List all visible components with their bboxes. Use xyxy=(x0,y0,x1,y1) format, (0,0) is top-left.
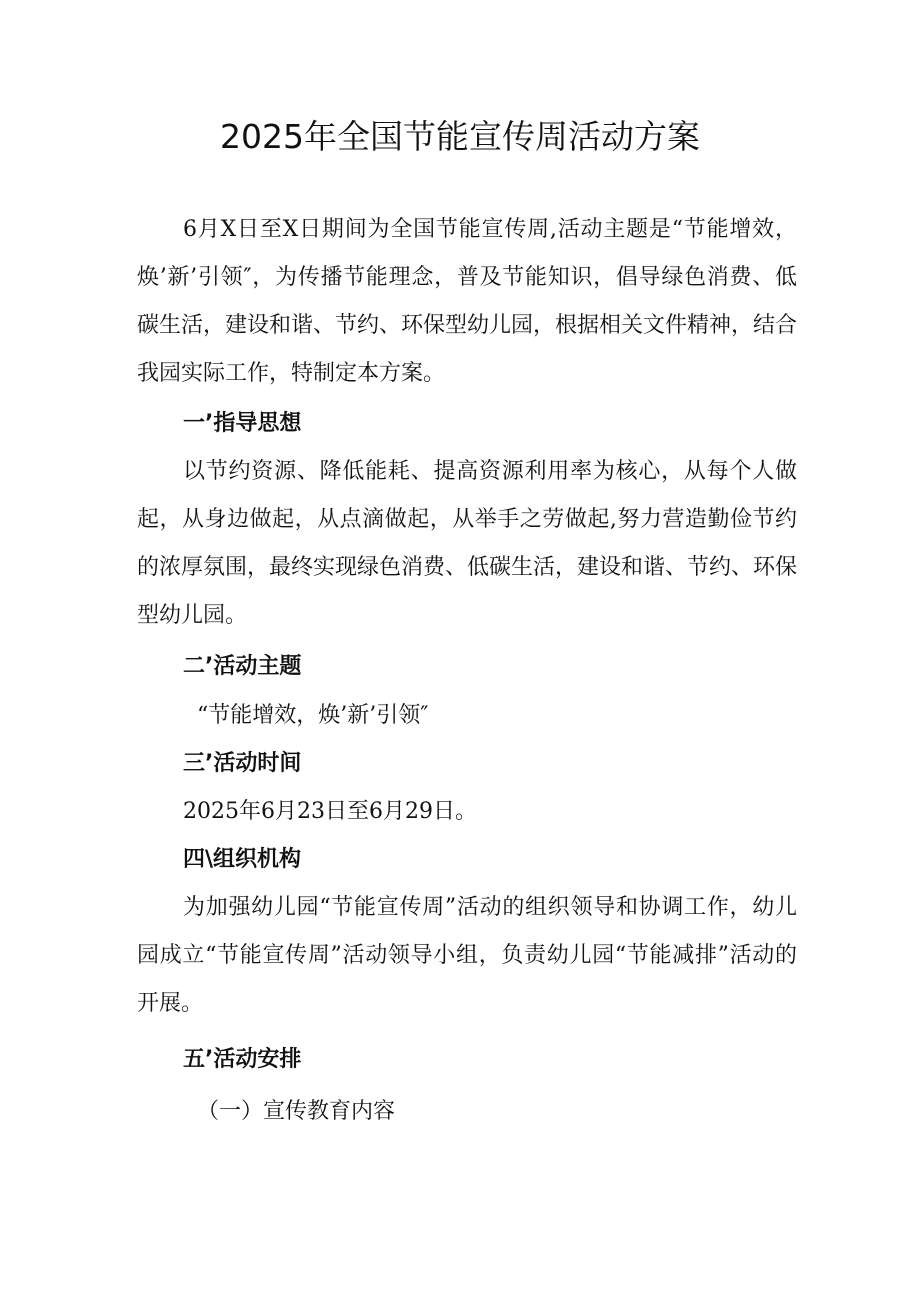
section-3-heading: 三’活动时间 xyxy=(183,751,302,776)
section-5-heading: 五’活动安排 xyxy=(183,1047,302,1072)
section-2-body: “节能增效，焕’新’引领″ xyxy=(197,703,429,728)
section-4-heading: 四\组织机构 xyxy=(183,847,302,872)
section-3-body: 2025年6月23日至6月29日。 xyxy=(183,799,477,824)
intro-paragraph: 6月X日至X日期间为全国节能宣传周,活动主题是“节能增效，焕’新’引领″，为传播节能理念，普及节能知识，倡导绿色消费、低碳生活，建设和谐、节约、环保型幼儿园，根据相关文件精神，结合我园实际工作，特制定本方案。 xyxy=(137,217,798,386)
section-1-body: 以节约资源、降低能耗、提高资源利用率为核心，从每个人做起，从身边做起，从点滴做起，从举手之劳做起,努力营造勤俭节约的浓厚氛围，最终实现绿色消费、低碳生活，建设和谐、节约、环保型幼儿园。 xyxy=(137,459,798,628)
section-5-sub-1: （一）宣传教育内容 xyxy=(197,1099,396,1124)
document-title: 2025年全国节能宣传周活动方案 xyxy=(220,117,700,156)
section-1-heading: 一’指导思想 xyxy=(183,411,302,436)
section-2-heading: 二’活动主题 xyxy=(183,654,302,679)
section-4-body: 为加强幼儿园“节能宣传周”活动的组织领导和协调工作，幼儿园成立“节能宣传周”活动领导小组，负责幼儿园“节能减排”活动的开展。 xyxy=(137,895,797,1016)
